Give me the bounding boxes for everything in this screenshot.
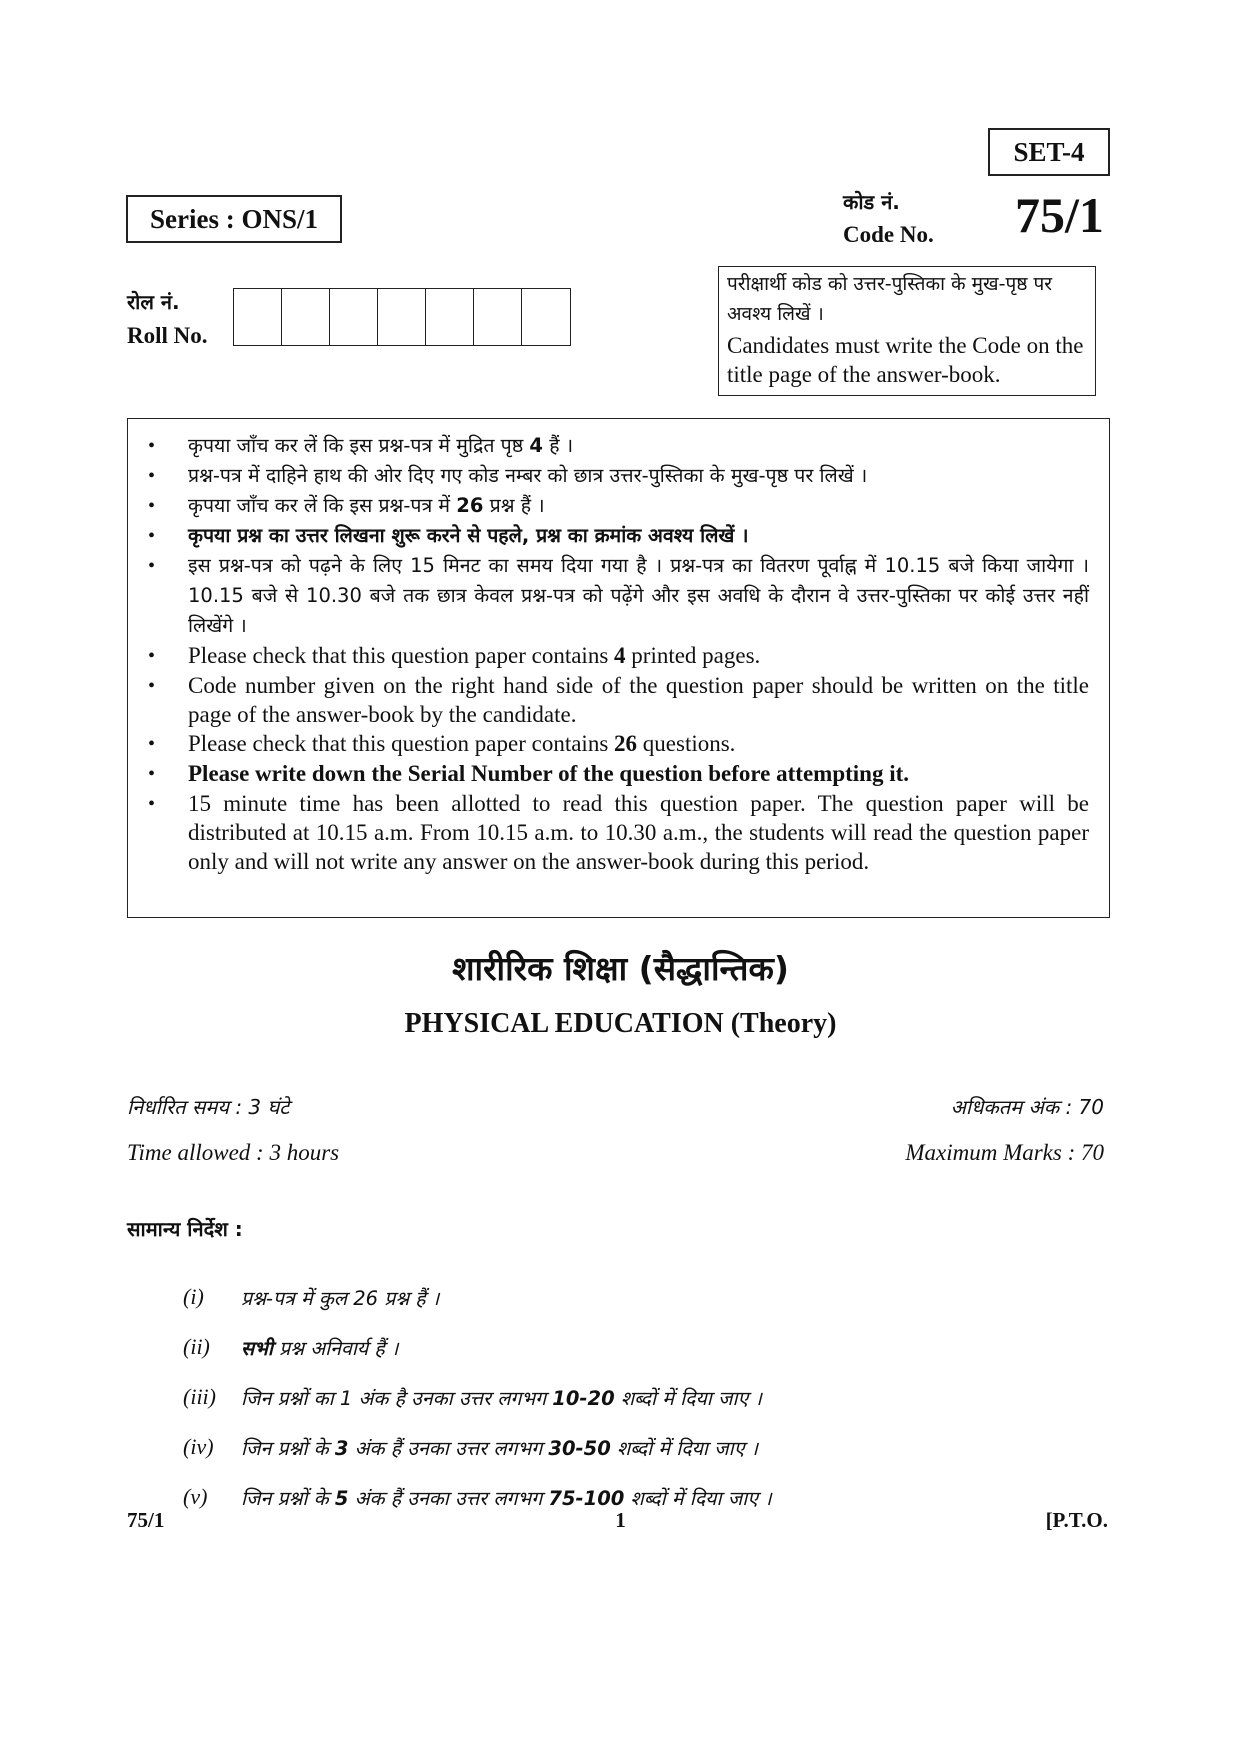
item-number: (iii) (183, 1384, 216, 1409)
code-note-hindi: परीक्षार्थी कोड को उत्तर-पुस्तिका के मुख-पृष्ठ पर अवश्य लिखें । (727, 273, 1053, 325)
general-instructions-list (183, 1272, 772, 1522)
text-run: शब्दों में दिया जाए । (624, 1486, 772, 1510)
item-text (241, 1384, 762, 1411)
instruction-text (188, 431, 1089, 461)
text-run: कृपया जाँच कर लें कि इस प्रश्न-पत्र में (188, 494, 457, 517)
instruction-item (148, 789, 1089, 876)
instruction-text (188, 641, 1089, 670)
text-run: 26 (614, 731, 638, 756)
set-label: SET-4 (988, 128, 1110, 176)
roll-label-english: Roll No. (127, 323, 208, 348)
instruction-text (188, 759, 1089, 788)
bullet-icon: • (148, 645, 156, 667)
text-run: प्रश्न-पत्र में दाहिने हाथ की ओर दिए गए कोड नम्बर को छात्र उत्तर-पुस्तिका के मुख-पृष्ठ पर लिखें । (188, 464, 868, 487)
instruction-item (148, 461, 1089, 491)
text-run: 3 (334, 1436, 349, 1460)
roll-number-cell[interactable] (426, 289, 474, 345)
item-text (241, 1284, 439, 1311)
code-note-box (718, 266, 1096, 396)
instructions-box (127, 418, 1110, 918)
text-run: कृपया जाँच कर लें कि इस प्रश्न-पत्र में मुद्रित पृष्ठ (188, 434, 530, 457)
bullet-icon: • (148, 525, 156, 547)
text-run: प्रश्न अनिवार्य हैं । (272, 1336, 399, 1360)
max-marks-english: Maximum Marks : 70 (905, 1140, 1104, 1165)
code-number: 75/1 (1015, 187, 1104, 243)
instruction-text (188, 461, 1089, 491)
bullet-icon: • (148, 495, 156, 517)
text-run: 5 (334, 1486, 349, 1510)
instruction-item (148, 521, 1089, 551)
item-text (241, 1334, 398, 1361)
code-note-english: Candidates must write the Code on the title page of the answer-book. (727, 333, 1084, 387)
item-number: (v) (183, 1484, 208, 1509)
text-run: अंक हैं उनका उत्तर लगभग (348, 1436, 549, 1460)
max-marks-hindi: अधिकतम अंक : 70 (950, 1095, 1104, 1119)
text-run: इस प्रश्न-पत्र को पढ़ने के लिए 15 मिनट का समय दिया गया है । प्रश्न-पत्र का वितरण पूर्वाह्न में 10.15 बजे किया जायेगा । 10.15 बजे से 10.30 बजे तक छात्र केवल प्रश्न-पत्र को पढ़ेंगे और इस अवधि के दौरान वे उत्तर-पुस्तिका पर कोई उत्तर नहीं लिखेंगे । (188, 554, 1089, 637)
text-run: questions. (637, 731, 736, 756)
instruction-item (148, 671, 1089, 729)
text-run: printed pages. (625, 643, 761, 668)
instruction-item (148, 431, 1089, 461)
time-allowed-english: Time allowed : 3 hours (127, 1140, 340, 1165)
general-instruction-item (183, 1322, 772, 1372)
item-text (241, 1484, 772, 1511)
roll-number-cell[interactable] (522, 289, 570, 345)
page-number: 1 (615, 1508, 626, 1532)
instruction-text (188, 491, 1089, 521)
text-run: Please check that this question paper contains (188, 731, 615, 756)
roll-number-cell[interactable] (474, 289, 522, 345)
bullet-icon: • (148, 675, 156, 697)
roll-number-cell[interactable] (330, 289, 378, 345)
bullet-icon: • (148, 435, 156, 457)
roll-label-hindi: रोल नं. (127, 290, 180, 314)
roll-number-cell[interactable] (378, 289, 426, 345)
pto-label: [P.T.O. (1045, 1508, 1108, 1532)
time-allowed-hindi: निर्धारित समय : 3 घंटे (127, 1095, 290, 1119)
bullet-icon: • (148, 763, 156, 785)
general-instructions-heading: सामान्य निर्देश : (127, 1217, 243, 1241)
text-run: कृपया प्रश्न का उत्तर लिखना शुरू करने से पहले, प्रश्न का क्रमांक अवश्य लिखें । (188, 524, 749, 547)
bullet-icon: • (148, 465, 156, 487)
text-run: 4 (529, 434, 543, 457)
instruction-item (148, 641, 1089, 671)
instruction-text (188, 729, 1089, 758)
text-run: Please write down the Serial Number of the question before attempting it. (188, 761, 910, 786)
text-run: जिन प्रश्नों के (241, 1486, 335, 1510)
subject-title-english: PHYSICAL EDUCATION (Theory) (404, 1008, 837, 1039)
roll-number-boxes (233, 288, 571, 346)
instruction-item (148, 729, 1089, 759)
instruction-text (188, 671, 1089, 729)
item-number: (ii) (183, 1334, 210, 1359)
subject-title-hindi: शारीरिक शिक्षा (सैद्धान्तिक) (452, 949, 789, 988)
text-run: हैं । (543, 434, 574, 457)
text-run: प्रश्न हैं । (483, 494, 545, 517)
text-run: 15 minute time has been allotted to read this question paper. The question paper will be distributed at 10.15 a.m. From 10.15 a.m. to 10.30 a.m., the students will read the question paper only and will not write any answer on the answer-book during this period. (188, 791, 1089, 874)
bullet-icon: • (148, 733, 156, 755)
text-run: 30-50 (548, 1436, 611, 1460)
instruction-item (148, 759, 1089, 789)
text-run: Code number given on the right hand side of the question paper should be written on the title page of the answer-book by the candidate. (188, 673, 1089, 727)
text-run: 4 (614, 643, 626, 668)
footer-code: 75/1 (127, 1508, 165, 1532)
text-run: शब्दों में दिया जाए । (614, 1386, 762, 1410)
bullet-icon: • (148, 555, 156, 577)
item-number: (i) (183, 1284, 204, 1309)
item-number: (iv) (183, 1434, 214, 1459)
code-label-hindi: कोड नं. (843, 190, 900, 214)
text-run: अंक हैं उनका उत्तर लगभग (348, 1486, 549, 1510)
instruction-text (188, 789, 1089, 876)
roll-number-cell[interactable] (282, 289, 330, 345)
general-instruction-item (183, 1372, 772, 1422)
general-instruction-item (183, 1422, 772, 1472)
bullet-icon: • (148, 793, 156, 815)
code-label-english: Code No. (843, 222, 934, 247)
general-instruction-item (183, 1272, 772, 1322)
instruction-item (148, 491, 1089, 521)
text-run: प्रश्न-पत्र में कुल 26 प्रश्न हैं । (241, 1286, 440, 1310)
text-run: शब्दों में दिया जाए । (610, 1436, 759, 1460)
instruction-text (188, 521, 1089, 551)
text-run: जिन प्रश्नों के (241, 1436, 335, 1460)
text-run: 10-20 (552, 1386, 615, 1410)
instruction-item (148, 551, 1089, 641)
instruction-text (188, 551, 1089, 641)
text-run: जिन प्रश्नों का 1 अंक है उनका उत्तर लगभग (241, 1386, 553, 1410)
text-run: 26 (456, 494, 484, 517)
roll-number-cell[interactable] (234, 289, 282, 345)
text-run: Please check that this question paper contains (188, 643, 615, 668)
text-run: सभी (241, 1336, 273, 1360)
series-label: Series : ONS/1 (126, 195, 342, 243)
text-run: 75-100 (548, 1486, 625, 1510)
item-text (241, 1434, 758, 1461)
